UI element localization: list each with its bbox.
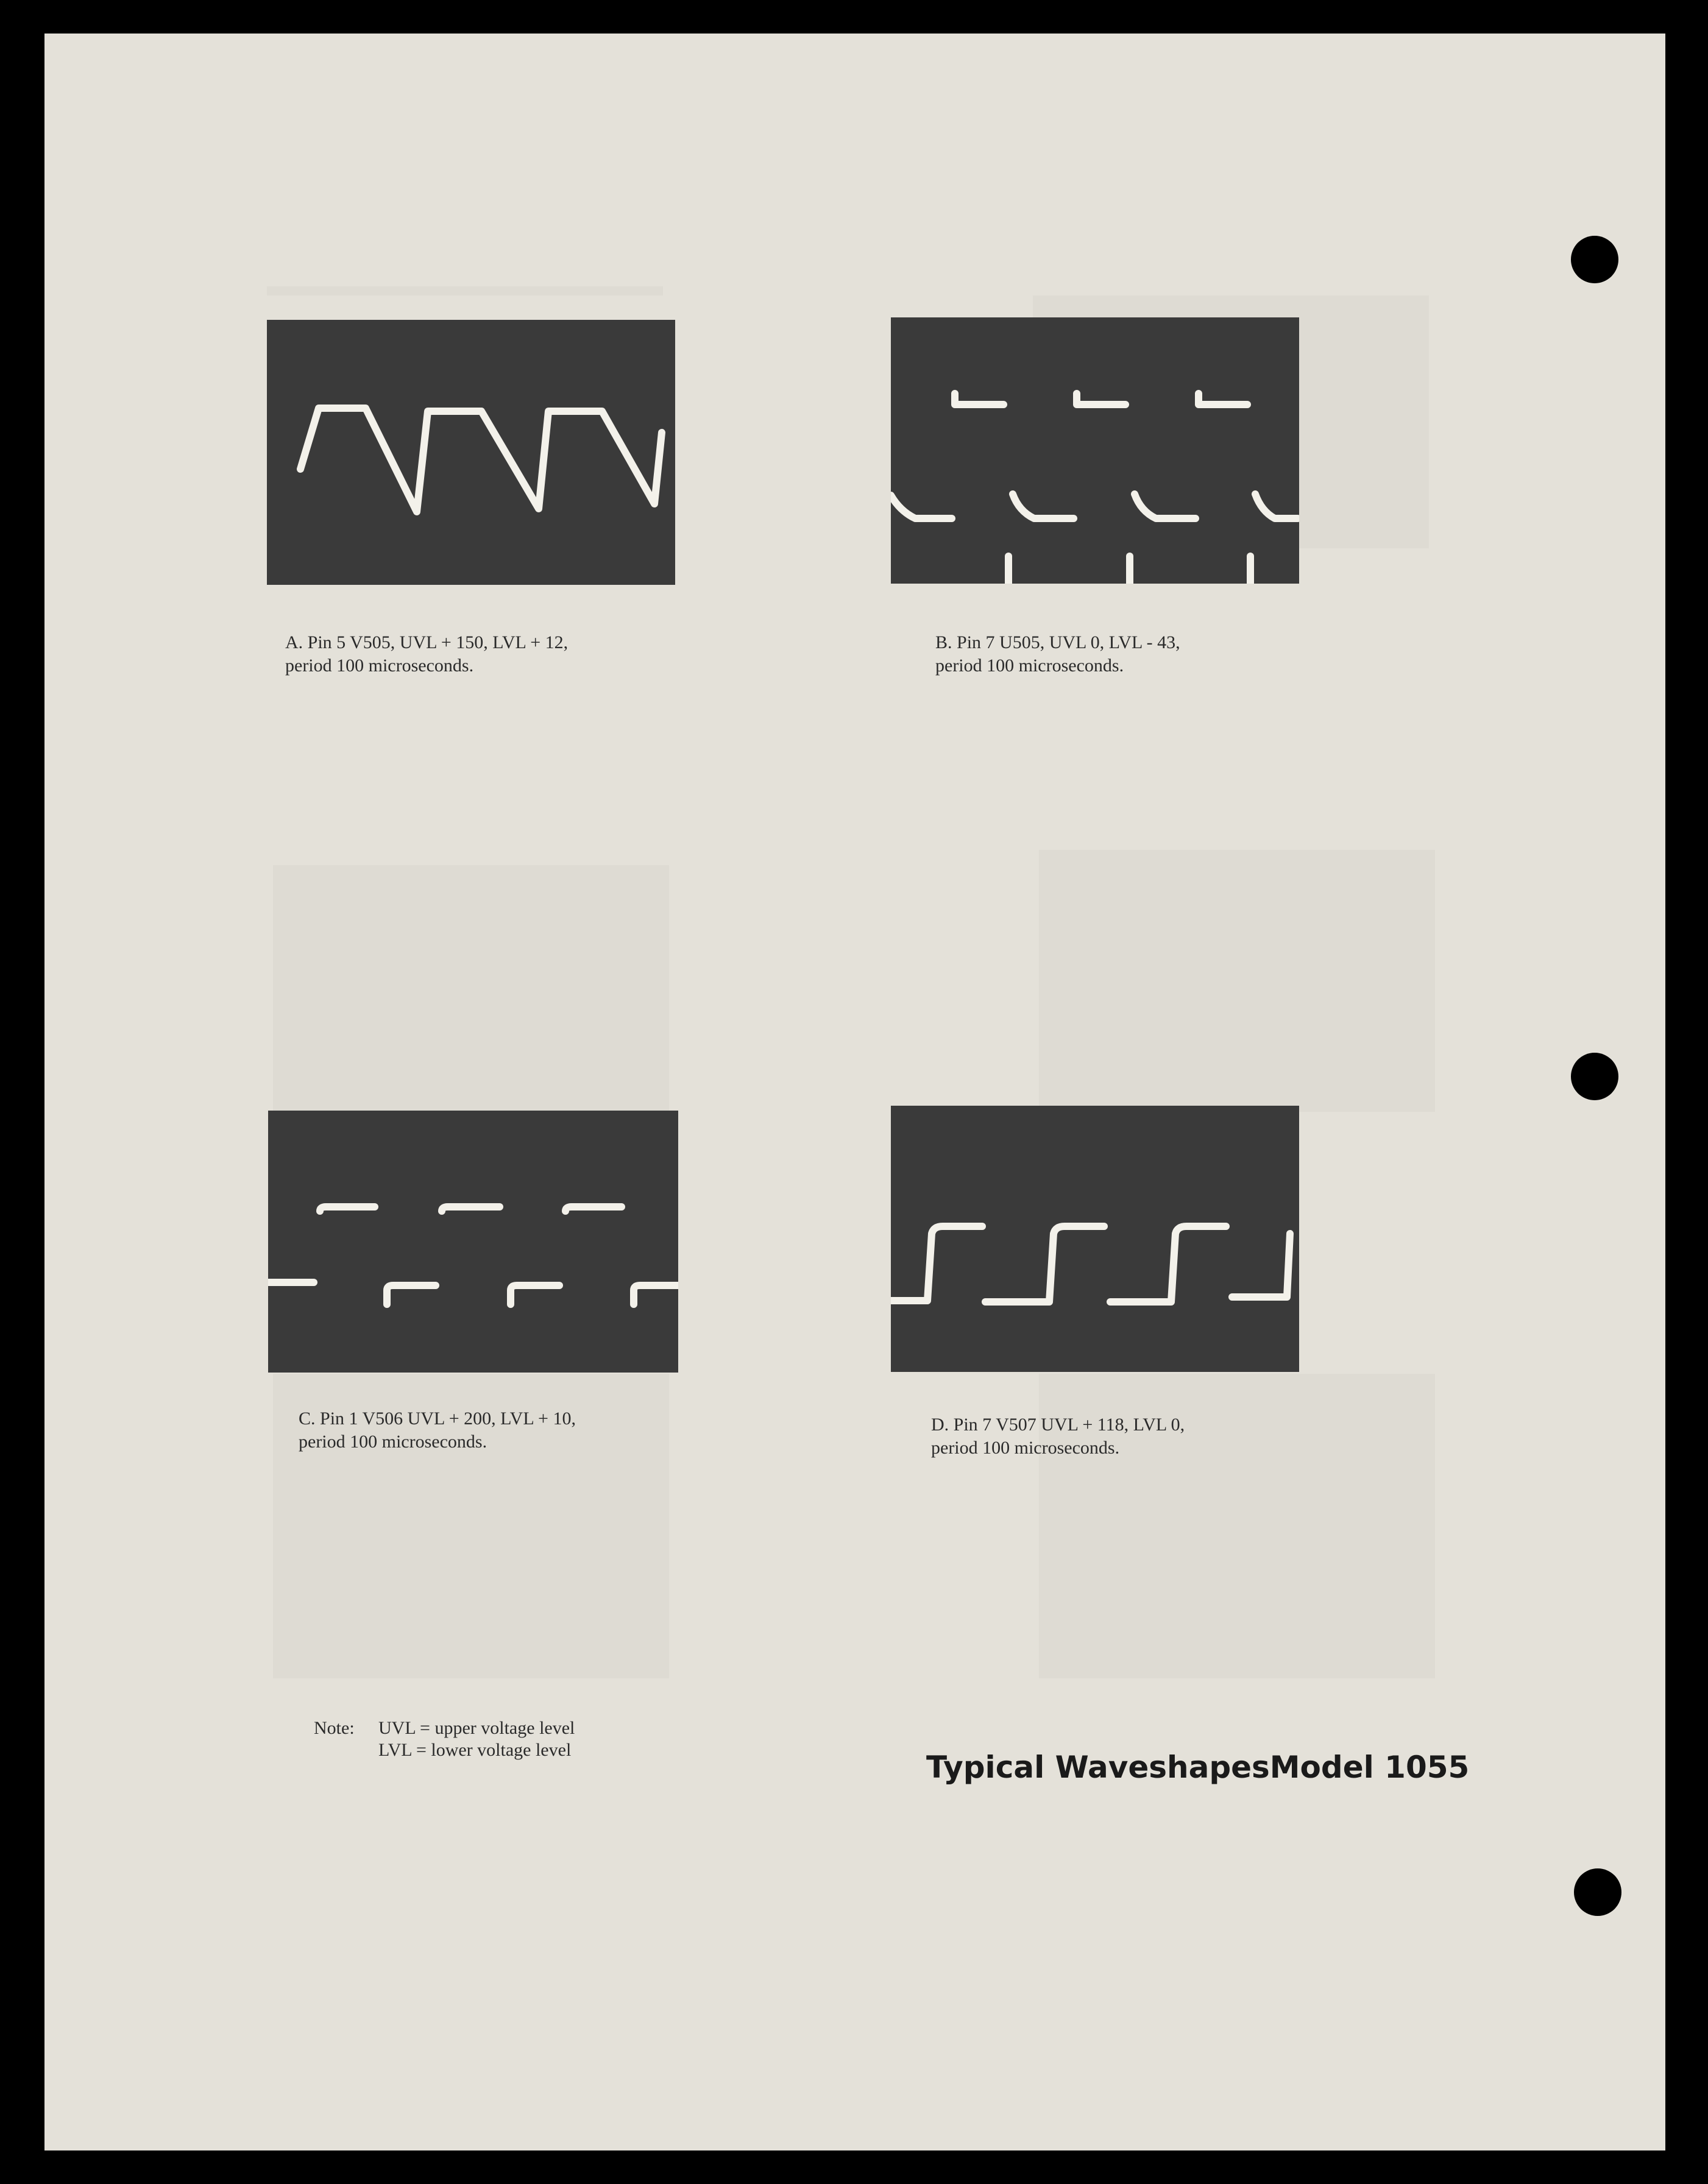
note-label: Note: [314,1718,355,1738]
caption-a-line2: period 100 microseconds. [285,656,474,676]
oscillograph-d [891,1106,1299,1372]
caption-c-line1: C. Pin 1 V506 UVL + 200, LVL + 10, [299,1408,576,1429]
punch-hole [1574,1868,1621,1916]
oscillograph-a [267,320,675,585]
caption-a [285,631,568,677]
caption-c-line2: period 100 microseconds. [299,1432,487,1452]
show-through-shadow [267,286,663,295]
note-lvl: LVL = lower voltage level [378,1740,572,1760]
caption-b-line1: B. Pin 7 U505, UVL 0, LVL - 43, [935,632,1180,652]
punch-hole [1571,236,1618,283]
page-title: Typical WaveshapesModel 1055 [926,1750,1470,1785]
show-through-shadow [1039,850,1435,1112]
caption-c [299,1407,576,1454]
waveform-d-squarewave [891,1106,1299,1372]
note-block [314,1717,575,1761]
punch-hole [1571,1053,1618,1100]
document-page [44,34,1665,2150]
caption-d-line2: period 100 microseconds. [931,1438,1120,1458]
caption-a-line1: A. Pin 5 V505, UVL + 150, LVL + 12, [285,632,569,652]
oscillograph-c [268,1111,678,1373]
waveform-a-sawtooth [267,320,675,585]
caption-b-line2: period 100 microseconds. [935,656,1124,676]
caption-d-line1: D. Pin 7 V507 UVL + 118, LVL 0, [931,1415,1185,1435]
waveform-c-pulses [268,1111,678,1373]
oscillograph-b [891,317,1299,584]
caption-b [935,631,1180,677]
waveform-b-pulses [891,317,1299,584]
note-uvl: UVL = upper voltage level [378,1718,575,1738]
caption-d [931,1413,1185,1460]
show-through-shadow [273,865,669,1121]
